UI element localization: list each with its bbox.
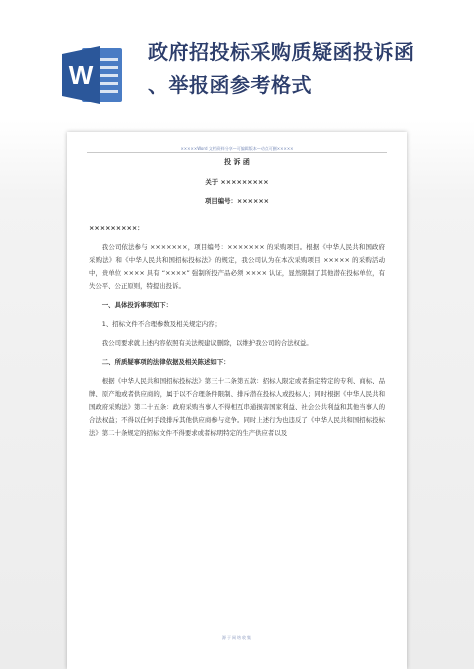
document-body [89,156,385,440]
about-line: 关于 ××××××××× [205,178,269,186]
paragraph-item-1: 1、招标文件不合理参数及相关规定内容； [101,320,221,328]
addressee: ×××××××××： [89,224,144,232]
footer-watermark: 源于网络收集 [222,635,252,640]
word-logo-letter: W [68,60,94,90]
section-heading-2: 二、所质疑事项的法律依据及相关陈述如下： [101,358,230,366]
project-number-line: 项目编号：×××××× [204,197,270,205]
paragraph-legal-basis: 根据《中华人民共和国招标投标法》第三十二条第五款：招标人限定或者指定特定的专利、商标、品牌、原产地或者供应商的，属于以不合理条件限制、排斥潜在投标人或投标人；同时根据《中华人民共和国政府采购法》第二十五条：政府采购当事人不得相互串通损害国家利益、社会公共利益和其他当事人的合法权益；不得以任何手段排斥其他供应商参与竞争。同时上述行为也违反了《中华人民共和国招标投标法》第二十条规定的招标文件不得要求或者标明特定的生产供应者以及 [89,377,385,437]
paragraph-request: 我公司要求就上述内容依照有关法规建议删除，以维护我公司的合法权益。 [101,339,313,347]
page-title [148,36,458,102]
page-title-line-1: 政府招投标采购质疑函投诉函 [148,40,415,64]
document-title: 投 诉 函 [224,158,250,166]
page-title-line-2: 、举报函参考格式 [148,73,312,97]
word-icon [60,42,126,108]
header-rule [87,152,387,153]
document-header: ×××××Word 文档资料分享—可编辑版本—动点可删××××× [180,146,294,151]
section-heading-1: 一、具体投诉事项如下： [101,301,173,309]
paragraph-intro: 我公司依法参与 ×××××××，项目编号：××××××× 的采购项目。根据《中华人民共和国政府采购法》和《中华人民共和国招标投标法》的规定，我公司认为在本次采购项目 ××××× 的采购活动中，贵单位 ×××× 具有 “××××” 强制所投产品必须 ×××× 认证，显然限制了其他潜在投标单位，有失公平、公正原则，特提出投诉。 [89,243,385,290]
document-page [67,132,407,669]
